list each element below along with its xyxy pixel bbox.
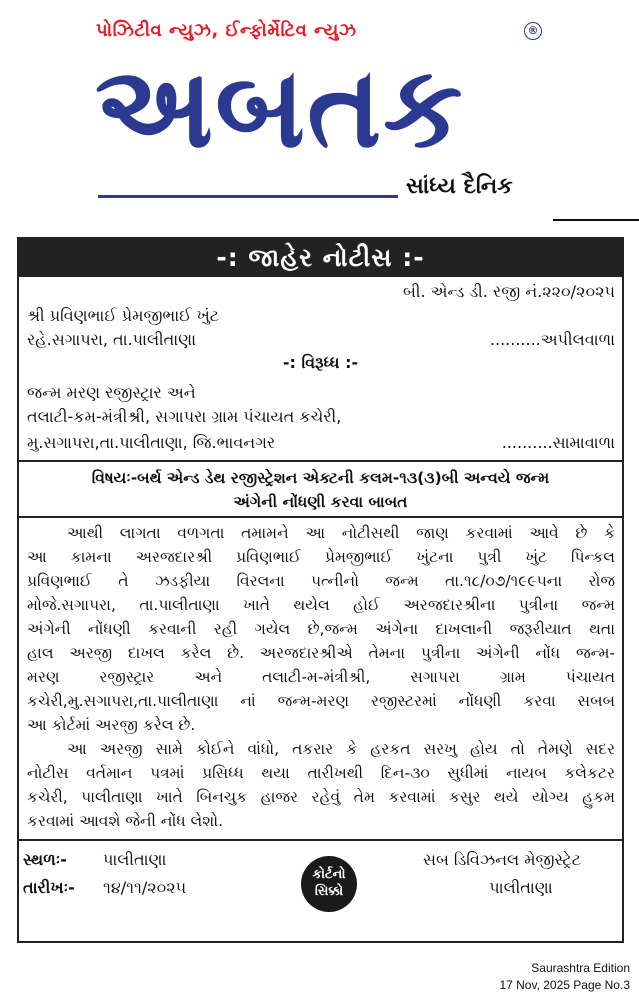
appellant-name: શ્રી પ્રવિણભાઈ પ્રેમજીભાઈ ખુંટ: [27, 306, 220, 325]
masthead: [0, 0, 639, 222]
edition-info: [410, 960, 630, 994]
officer-title: સબ ડિવિઝનલ મેજીસ્ટ્રેટ: [423, 850, 582, 869]
body-line: કચેરી, પાલીતાણા ખાતે બિનચુક હાજર રહેવું તેમ કરવામાં કસુર થયે યોગ્ય હુકમ: [27, 788, 615, 806]
masthead-tagline: પોઝિટીવ ન્યુઝ, ઈન્ફોર્મેટિવ ન્યુઝ: [96, 20, 357, 41]
logo-underline: [98, 195, 398, 198]
body-line: કચેરી,મુ.સગાપરા,તા.પાલીતાણા નાં જન્મ-મરણ રજીસ્ટરમાં નોંધણી કરવા સબબ: [27, 692, 615, 710]
respondent-line-2: તલાટી-કમ-મંત્રીશ્રી, સગાપરા ગ્રામ પંચાયત કચેરી,: [27, 407, 342, 426]
body-line: આ કામના અરજદારશ્રી પ્રવિણભાઈ પ્રેમજીભાઈ ખુંટના પુત્રી ખુંટ પિન્કલ: [27, 548, 615, 566]
public-notice: [17, 237, 624, 943]
date-value: ૧૪/૧૧/૨૦૨૫: [103, 878, 187, 897]
body-line: કરવામાં આવશે જેની નોંધ લેશો.: [27, 812, 224, 830]
divider: [19, 516, 622, 518]
versus-heading: -: વિરૂધ્ધ :-: [282, 353, 359, 372]
subject-line-1: વિષયઃ-બર્થ એન્ડ ડેથ રજીસ્ટ્રેશન એક્ટની કલમ-૧૩(૩)બી અન્વયે જન્મ: [91, 469, 550, 487]
registered-mark-icon: ®: [524, 22, 542, 40]
seal-line-2: સિક્કો: [314, 884, 344, 899]
body-line: અંગેની નોંધણી કરવાની રહી ગયેલ છે,જન્મ અંગેના દાખલાની જરૂરીયાત થતા: [27, 620, 615, 638]
case-number: બી. એન્ડ ડી. રજી નં.૨૨૦/૨૦૨૫: [403, 282, 615, 301]
divider: [553, 219, 639, 221]
respondent-line-3: મુ.સગાપરા,તા.પાલીતાણા, જિ.ભાવનગર: [27, 433, 276, 452]
subject-line-2: અંગેની નોંધણી કરવા બાબત: [233, 493, 408, 511]
respondent-line-1: જન્મ મરણ રજીસ્ટ્રાર અને: [27, 383, 196, 402]
body-line: હાલ અરજી દાખલ કરેલ છે. અરજદારશ્રીએ તેમના પુત્રીના અંગેની નોંધ જન્મ-: [27, 644, 615, 662]
body-line: આ કોર્ટમાં અરજી કરેલ છે.: [27, 716, 196, 734]
body-line: મરણ રજીસ્ટ્રાર અને તલાટી-મ-મંત્રીશ્રી, સગાપરા ગ્રામ પંચાયત: [27, 668, 615, 686]
divider: [19, 460, 622, 462]
notice-title: -: જાહેર નોટીસ :-: [19, 239, 622, 277]
divider: [19, 839, 622, 841]
appellant-address: રહે.સગાપરા, તા.પાલીતાણા: [27, 330, 197, 349]
edition-type: સાંધ્ય દૈનિક: [406, 174, 513, 199]
body-line: પ્રવિણભાઈ તે ઝડફીયા વિરલના પત્નીનો જન્મ તા.૧૮/૦૭/૧૯૯૫ના રોજ: [27, 572, 615, 590]
appellant-role: ..........અપીલવાળા: [489, 330, 615, 349]
officer-place: પાલીતાણા: [489, 878, 553, 897]
body-line: નોટીસ વર્તમાન પત્રમાં પ્રસિધ્ધ થયા તારીખથી દિન-૩૦ સુધીમાં નાયબ કલેકટર: [27, 764, 615, 782]
newspaper-logo: અબતક: [95, 44, 465, 172]
date-label: તારીખઃ-: [23, 878, 75, 897]
place-value: પાલીતાણા: [103, 850, 167, 869]
place-label: સ્થળઃ-: [23, 850, 67, 869]
respondent-role: ..........સામાવાળા: [501, 433, 615, 452]
edition-date-page: 17 Nov, 2025 Page No.3: [499, 978, 630, 992]
edition-name: Saurashtra Edition: [531, 961, 630, 975]
body-line: આ અરજી સામે કોઈને વાંધો, તકરાર કે હરકત સરખુ હોય તો તેમણે સદર: [67, 740, 615, 758]
seal-line-1: કોર્ટનો: [312, 867, 346, 882]
court-seal: [301, 856, 357, 912]
body-line: આથી લાગતા વળગતા તમામને આ નોટીસથી જાણ કરવામાં આવે છે કે: [67, 524, 615, 542]
body-line: મોજે.સગાપરા, તા.પાલીતાણા ખાતે થયેલ હોઈ અરજદારશ્રીના પુત્રીના જન્મ: [27, 596, 615, 614]
